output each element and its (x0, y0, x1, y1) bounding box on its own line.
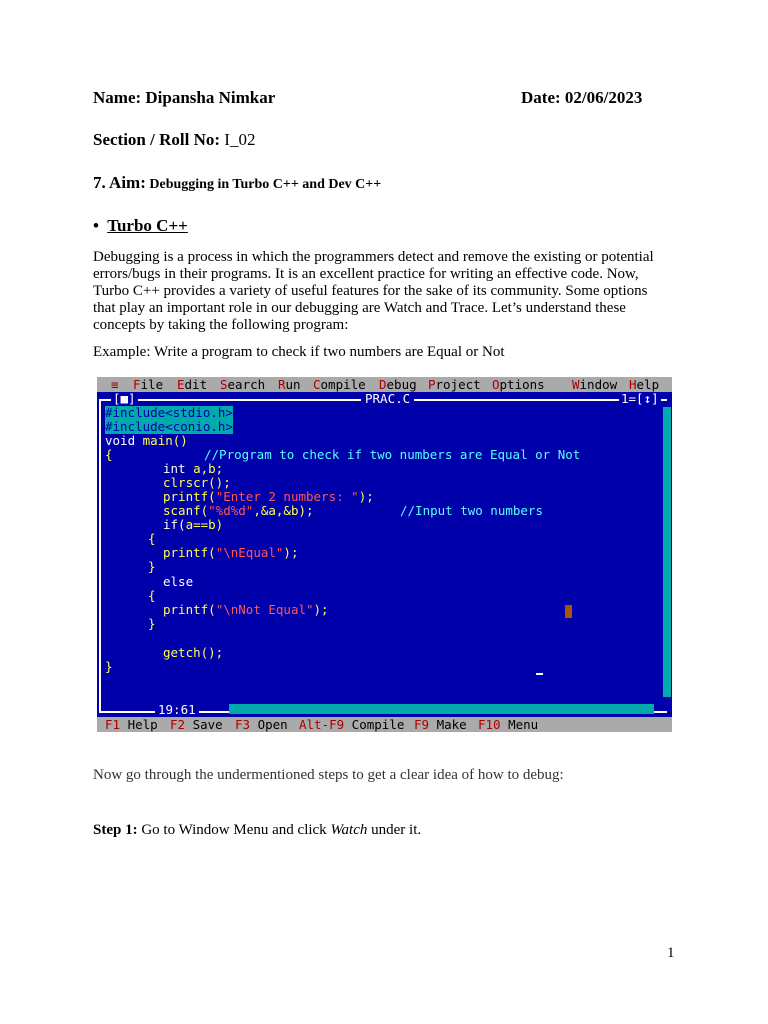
intro-line: Turbo C++ provides a variety of useful features for the sake of its community. Some options (93, 283, 648, 299)
identifier: ,&a,&b); (253, 503, 314, 518)
status-label: Help (120, 717, 158, 732)
aim-text: Debugging in Turbo C++ and Dev C++ (145, 177, 382, 192)
status-altf9-compile[interactable] (299, 717, 404, 732)
vertical-scrollbar[interactable] (663, 407, 671, 697)
menu-edit[interactable] (177, 377, 207, 392)
status-f2-save[interactable] (170, 717, 223, 732)
step-italic: Watch (330, 822, 368, 838)
menu-hotkey: C (313, 377, 321, 392)
identifier: ); (313, 602, 329, 617)
menu-help[interactable] (629, 377, 659, 392)
menu-hotkey: S (220, 377, 228, 392)
step-label: Step 1: (93, 822, 138, 838)
menu-label: dit (184, 377, 208, 392)
code-include-conio: #include<conio.h> (105, 419, 233, 434)
identifier: main() (142, 433, 188, 448)
status-f10-menu[interactable] (478, 717, 538, 732)
menu-bar (97, 377, 672, 392)
window-file-title: PRAC.C (361, 392, 414, 406)
aim (93, 173, 381, 193)
menu-hotkey: H (629, 377, 637, 392)
status-f1-help[interactable] (105, 717, 158, 732)
menu-label: un (285, 377, 301, 392)
intro-line: concepts by taking the following program: (93, 317, 349, 333)
identifier: printf( (163, 489, 216, 504)
horizontal-scrollbar[interactable] (229, 704, 654, 714)
code-scanf (163, 504, 314, 518)
date: Date: 02/06/2023 (521, 88, 643, 107)
menu-hotkey: E (177, 377, 185, 392)
menu-window[interactable] (572, 377, 617, 392)
menu-label: indow (579, 377, 618, 392)
intro-paragraph (93, 249, 693, 334)
step-text: under it. (367, 822, 422, 838)
example-line: Example: Write a program to check if two numbers are Equal or Not (93, 344, 505, 360)
intro-line: errors/bugs in their programs. It is an excellent practice for writing an effective code. Now, (93, 266, 639, 282)
code-brace-open: { (105, 447, 113, 462)
status-key: Alt-F9 (299, 717, 345, 732)
section-value: I_02 (220, 130, 256, 149)
code-else: else (163, 574, 194, 589)
steps-intro: Now go through the undermentioned steps to get a clear idea of how to debug: (93, 767, 564, 783)
code-brace-close: } (105, 659, 113, 674)
menu-label: elp (636, 377, 660, 392)
identifier: a,b; (193, 461, 224, 476)
status-label: Menu (500, 717, 539, 732)
string: "\nEqual" (215, 545, 284, 560)
status-key: F9 (414, 717, 430, 732)
status-bar (97, 717, 672, 732)
menu-options[interactable] (492, 377, 545, 392)
menu-hotkey: F (133, 377, 141, 392)
string: "%d%d" (208, 503, 254, 518)
status-key: F10 (478, 717, 501, 732)
status-label: Make (429, 717, 467, 732)
status-f3-open[interactable] (235, 717, 288, 732)
code-main (105, 434, 188, 448)
code-printf-not-equal (163, 603, 329, 617)
menu-label: earch (227, 377, 266, 392)
keyword: if( (163, 517, 186, 532)
text-cursor (565, 605, 572, 618)
menu-hotkey: P (428, 377, 436, 392)
code-brace: { (148, 531, 156, 546)
section-label: Section / Roll No: (93, 130, 221, 149)
keyword: int (163, 461, 194, 476)
section-roll (93, 130, 255, 150)
string: "\nNot Equal" (215, 602, 314, 617)
identifier: ); (358, 489, 374, 504)
menu-hotkey: D (379, 377, 387, 392)
keyword: void (105, 433, 143, 448)
step-1 (93, 822, 421, 839)
status-label: Open (250, 717, 288, 732)
window-close-button[interactable] (111, 392, 138, 406)
bullet-icon: • (93, 216, 99, 235)
status-key: F2 (170, 717, 186, 732)
code-int-decl (163, 462, 223, 476)
identifier: a==b) (185, 517, 224, 532)
identifier: printf( (163, 545, 216, 560)
menu-label: ptions (499, 377, 545, 392)
status-key: F1 (105, 717, 121, 732)
intro-line: that play an important role in our debugging are Watch and Trace. Let’s understand these (93, 300, 626, 316)
menu-hotkey: R (278, 377, 286, 392)
intro-line: Debugging is a process in which the programmers detect and remove the existing or potential (93, 249, 654, 265)
menu-label: roject (435, 377, 481, 392)
menu-label: ebug (386, 377, 417, 392)
code-brace: } (148, 559, 156, 574)
page-number: 1 (667, 945, 675, 961)
menu-hotkey: O (492, 377, 500, 392)
close-icon: [■] (113, 391, 136, 406)
turbo-cpp-screen (97, 377, 672, 732)
code-printf-enter (163, 490, 374, 504)
identifier: printf( (163, 602, 216, 617)
student-name: Name: Dipansha Nimkar (93, 88, 276, 107)
code-include-stdio: #include<stdio.h> (105, 405, 233, 420)
code-comment-program: //Program to check if two numbers are Equal or Not (204, 447, 581, 462)
cursor-position: 19:61 (155, 703, 199, 717)
string: "Enter 2 numbers: " (215, 489, 359, 504)
status-label: Save (185, 717, 223, 732)
code-brace: } (148, 616, 156, 631)
menu-run[interactable] (278, 377, 301, 392)
menu-label: ile (140, 377, 164, 392)
window-number-zoom[interactable]: 1=[↕] (621, 391, 659, 406)
menu-label: ompile (320, 377, 366, 392)
section-heading-turbo (93, 216, 188, 236)
identifier: ); (283, 545, 299, 560)
status-label: Compile (344, 717, 405, 732)
code-printf-equal (163, 546, 298, 560)
code-getch: getch(); (163, 645, 224, 660)
code-comment-input: //Input two numbers (400, 503, 543, 518)
status-key: F3 (235, 717, 251, 732)
aim-number: 7. Aim: (93, 173, 146, 192)
code-if (163, 518, 223, 532)
code-clrscr: clrscr(); (163, 475, 231, 490)
status-f9-make[interactable] (414, 717, 467, 732)
menu-file[interactable] (133, 377, 163, 392)
section-title: Turbo C++ (107, 216, 188, 235)
menu-compile[interactable] (313, 377, 366, 392)
menu-system-icon: ≡ (111, 377, 119, 392)
menu-system[interactable] (111, 377, 119, 392)
menu-hotkey: W (572, 377, 580, 392)
menu-project[interactable] (428, 377, 481, 392)
step-text: Go to Window Menu and click (137, 822, 331, 838)
menu-debug[interactable] (379, 377, 417, 392)
mouse-cursor (536, 673, 543, 675)
identifier: scanf( (163, 503, 209, 518)
menu-search[interactable] (220, 377, 265, 392)
code-brace: { (148, 588, 156, 603)
